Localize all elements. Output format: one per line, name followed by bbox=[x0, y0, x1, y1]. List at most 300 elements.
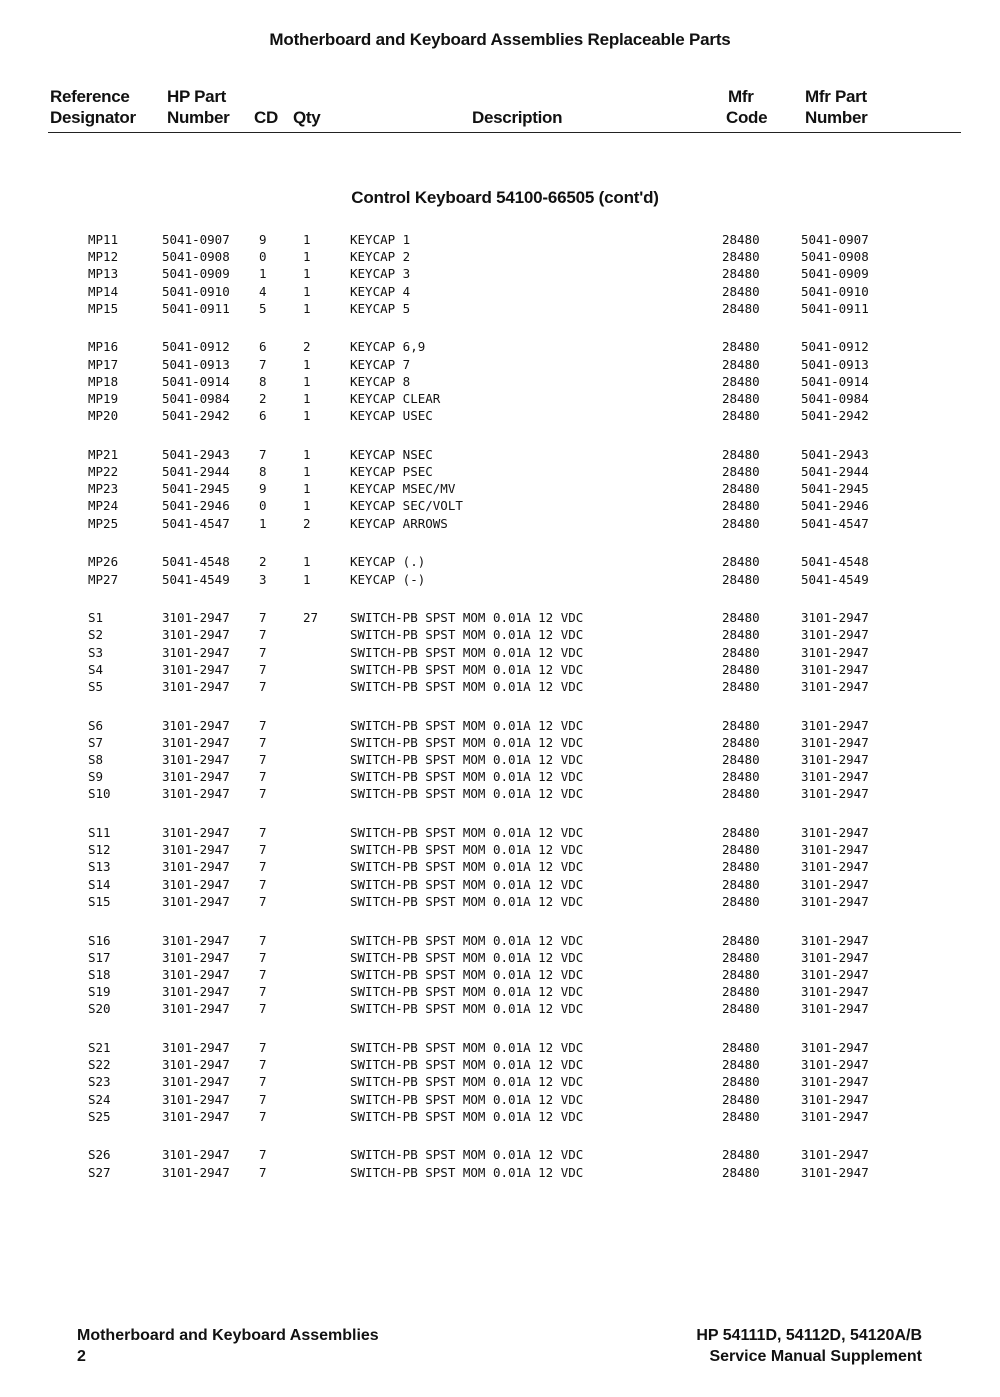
mfr-code-cell: 28480 bbox=[722, 232, 760, 247]
description-cell: SWITCH-PB SPST MOM 0.01A 12 VDC bbox=[350, 678, 584, 694]
check-digit-cell: 9 bbox=[259, 481, 267, 497]
check-digit-cell: 7 bbox=[259, 1108, 267, 1124]
hp-part-number-cell: 3101-2947 bbox=[162, 1108, 230, 1124]
table-row bbox=[0, 768, 1000, 785]
mfr-code-cell: 28480 bbox=[722, 339, 760, 355]
hp-part-number-cell: 3101-2947 bbox=[162, 1091, 230, 1107]
check-digit-cell: 7 bbox=[259, 842, 267, 858]
hp-part-number-cell: 3101-2947 bbox=[162, 661, 230, 677]
description-cell: SWITCH-PB SPST MOM 0.01A 12 VDC bbox=[350, 786, 584, 802]
quantity-cell: 1 bbox=[303, 498, 311, 514]
mfr-code-cell: 28480 bbox=[722, 1164, 760, 1180]
reference-designator-cell: S14 bbox=[88, 876, 111, 892]
check-digit-cell: 7 bbox=[259, 1039, 267, 1055]
description-cell: KEYCAP NSEC bbox=[350, 446, 433, 462]
mfr-code-cell: 28480 bbox=[722, 610, 760, 626]
table-row bbox=[0, 1000, 1000, 1017]
table-row bbox=[0, 1073, 1000, 1090]
mfr-part-number-cell: 5041-4549 bbox=[801, 571, 869, 587]
mfr-part-number-cell: 3101-2947 bbox=[801, 1108, 869, 1124]
quantity-cell: 1 bbox=[303, 571, 311, 587]
mfr-part-number-cell: 3101-2947 bbox=[801, 734, 869, 750]
description-cell: SWITCH-PB SPST MOM 0.01A 12 VDC bbox=[350, 842, 584, 858]
hp-part-number-cell: 5041-2944 bbox=[162, 464, 230, 480]
description-cell: KEYCAP 4 bbox=[350, 283, 411, 299]
header-reference-designator bbox=[50, 86, 136, 128]
reference-designator-cell: MP17 bbox=[88, 356, 119, 372]
mfr-part-number-cell: 5041-2942 bbox=[801, 408, 869, 424]
check-digit-cell: 1 bbox=[259, 266, 267, 282]
hp-part-number-cell: 5041-0908 bbox=[162, 249, 230, 265]
hp-part-number-cell: 3101-2947 bbox=[162, 644, 230, 660]
hp-part-number-cell: 5041-4548 bbox=[162, 554, 230, 570]
mfr-part-number-cell: 3101-2947 bbox=[801, 966, 869, 982]
check-digit-cell: 5 bbox=[259, 300, 267, 316]
check-digit-cell: 7 bbox=[259, 1001, 267, 1017]
mfr-code-cell: 28480 bbox=[722, 842, 760, 858]
reference-designator-cell: S1 bbox=[88, 610, 104, 626]
reference-designator-cell: S22 bbox=[88, 1057, 111, 1073]
table-row bbox=[0, 265, 1000, 282]
hp-part-number-cell: 3101-2947 bbox=[162, 984, 230, 1000]
mfr-code-cell: 28480 bbox=[722, 752, 760, 767]
description-cell: SWITCH-PB SPST MOM 0.01A 12 VDC bbox=[350, 876, 584, 892]
reference-designator-cell: S3 bbox=[88, 644, 104, 660]
description-cell: KEYCAP CLEAR bbox=[350, 391, 441, 406]
mfr-code-cell: 28480 bbox=[722, 498, 760, 514]
quantity-cell: 1 bbox=[303, 300, 311, 316]
mfr-code-cell: 28480 bbox=[722, 678, 760, 694]
check-digit-cell: 7 bbox=[259, 1057, 267, 1073]
reference-designator-cell: MP22 bbox=[88, 464, 119, 480]
mfr-part-number-cell: 3101-2947 bbox=[801, 678, 869, 694]
hp-part-number-cell: 5041-4549 bbox=[162, 571, 230, 587]
mfr-part-number-cell: 3101-2947 bbox=[801, 932, 869, 948]
check-digit-cell: 9 bbox=[259, 232, 267, 247]
quantity-cell: 1 bbox=[303, 408, 311, 424]
footer-right bbox=[696, 1325, 922, 1367]
reference-designator-cell: S19 bbox=[88, 984, 111, 1000]
quantity-cell: 1 bbox=[303, 554, 311, 570]
mfr-code-cell: 28480 bbox=[722, 249, 760, 265]
header-hp-line2: Number bbox=[167, 108, 230, 127]
reference-designator-cell: MP23 bbox=[88, 481, 119, 497]
footer-manual-name: Service Manual Supplement bbox=[709, 1348, 922, 1365]
hp-part-number-cell: 3101-2947 bbox=[162, 734, 230, 750]
page-title: Motherboard and Keyboard Assemblies Replaceable Parts bbox=[269, 30, 731, 49]
table-row bbox=[0, 876, 1000, 893]
mfr-part-number-cell: 5041-4547 bbox=[801, 515, 869, 531]
mfr-code-cell: 28480 bbox=[722, 734, 760, 750]
quantity-cell: 1 bbox=[303, 232, 311, 247]
reference-designator-cell: S8 bbox=[88, 752, 104, 767]
hp-part-number-cell: 3101-2947 bbox=[162, 769, 230, 785]
mfr-part-number-cell: 3101-2947 bbox=[801, 825, 869, 841]
check-digit-cell: 7 bbox=[259, 1091, 267, 1107]
mfr-part-number-cell: 3101-2947 bbox=[801, 949, 869, 965]
header-hp-line1: HP Part bbox=[167, 87, 227, 106]
hp-part-number-cell: 3101-2947 bbox=[162, 717, 230, 733]
table-row bbox=[0, 231, 1000, 248]
reference-designator-cell: S26 bbox=[88, 1147, 111, 1163]
reference-designator-cell: S27 bbox=[88, 1164, 111, 1180]
quantity-cell: 27 bbox=[303, 610, 319, 626]
hp-part-number-cell: 3101-2947 bbox=[162, 610, 230, 626]
reference-designator-cell: MP18 bbox=[88, 373, 119, 389]
mfr-code-cell: 28480 bbox=[722, 571, 760, 587]
mfr-part-number-cell: 3101-2947 bbox=[801, 859, 869, 875]
mfr-code-cell: 28480 bbox=[722, 446, 760, 462]
description-cell: SWITCH-PB SPST MOM 0.01A 12 VDC bbox=[350, 752, 584, 767]
check-digit-cell: 7 bbox=[259, 825, 267, 841]
description-cell: KEYCAP 6,9 bbox=[350, 339, 426, 355]
quantity-cell: 1 bbox=[303, 446, 311, 462]
hp-part-number-cell: 3101-2947 bbox=[162, 786, 230, 802]
description-cell: SWITCH-PB SPST MOM 0.01A 12 VDC bbox=[350, 1091, 584, 1107]
reference-designator-cell: MP14 bbox=[88, 283, 119, 299]
hp-part-number-cell: 3101-2947 bbox=[162, 876, 230, 892]
description-cell: SWITCH-PB SPST MOM 0.01A 12 VDC bbox=[350, 610, 584, 626]
table-row bbox=[0, 1108, 1000, 1125]
hp-part-number-cell: 3101-2947 bbox=[162, 932, 230, 948]
check-digit-cell: 7 bbox=[259, 446, 267, 462]
reference-designator-cell: MP13 bbox=[88, 266, 119, 282]
table-row bbox=[0, 571, 1000, 588]
header-cd: CD bbox=[254, 108, 278, 127]
footer-left bbox=[77, 1325, 379, 1367]
mfr-part-number-cell: 5041-0913 bbox=[801, 356, 869, 372]
reference-designator-cell: S17 bbox=[88, 949, 111, 965]
description-cell: KEYCAP USEC bbox=[350, 408, 433, 424]
reference-designator-cell: S5 bbox=[88, 678, 104, 694]
mfr-part-number-cell: 5041-2946 bbox=[801, 498, 869, 514]
reference-designator-cell: S20 bbox=[88, 1001, 111, 1017]
hp-part-number-cell: 5041-2945 bbox=[162, 481, 230, 497]
mfr-part-number-cell: 5041-0912 bbox=[801, 339, 869, 355]
mfr-part-number-cell: 3101-2947 bbox=[801, 661, 869, 677]
check-digit-cell: 7 bbox=[259, 1147, 267, 1163]
check-digit-cell: 7 bbox=[259, 1074, 267, 1090]
hp-part-number-cell: 5041-0909 bbox=[162, 266, 230, 282]
mfr-part-number-cell: 3101-2947 bbox=[801, 876, 869, 892]
table-row bbox=[0, 1091, 1000, 1108]
table-row bbox=[0, 1039, 1000, 1056]
mfr-code-cell: 28480 bbox=[722, 266, 760, 282]
quantity-cell: 1 bbox=[303, 464, 311, 480]
table-row bbox=[0, 1056, 1000, 1073]
description-cell: SWITCH-PB SPST MOM 0.01A 12 VDC bbox=[350, 859, 584, 875]
description-cell: KEYCAP PSEC bbox=[350, 464, 433, 480]
header-hp-part-number bbox=[167, 86, 229, 128]
row-group bbox=[0, 446, 1000, 532]
hp-part-number-cell: 3101-2947 bbox=[162, 949, 230, 965]
check-digit-cell: 7 bbox=[259, 661, 267, 677]
reference-designator-cell: MP11 bbox=[88, 232, 119, 247]
table-row bbox=[0, 497, 1000, 514]
mfr-code-cell: 28480 bbox=[722, 661, 760, 677]
reference-designator-cell: MP21 bbox=[88, 446, 119, 462]
table-row bbox=[0, 390, 1000, 407]
check-digit-cell: 7 bbox=[259, 876, 267, 892]
description-cell: SWITCH-PB SPST MOM 0.01A 12 VDC bbox=[350, 893, 584, 909]
header-ref-line1: Reference bbox=[50, 87, 130, 106]
row-group bbox=[0, 824, 1000, 910]
check-digit-cell: 7 bbox=[259, 356, 267, 372]
mfr-part-number-cell: 5041-0910 bbox=[801, 283, 869, 299]
description-cell: KEYCAP 8 bbox=[350, 373, 411, 389]
description-cell: KEYCAP ARROWS bbox=[350, 515, 448, 531]
mfr-code-cell: 28480 bbox=[722, 876, 760, 892]
mfr-code-cell: 28480 bbox=[722, 481, 760, 497]
description-cell: SWITCH-PB SPST MOM 0.01A 12 VDC bbox=[350, 1164, 584, 1180]
quantity-cell: 1 bbox=[303, 283, 311, 299]
table-row bbox=[0, 1164, 1000, 1181]
table-row bbox=[0, 515, 1000, 532]
row-group bbox=[0, 553, 1000, 587]
hp-part-number-cell: 3101-2947 bbox=[162, 1164, 230, 1180]
mfr-part-number-cell: 5041-0909 bbox=[801, 266, 869, 282]
footer-section-name: Motherboard and Keyboard Assemblies bbox=[77, 1327, 379, 1344]
header-qty: Qty bbox=[293, 108, 321, 127]
row-group bbox=[0, 609, 1000, 695]
mfr-code-cell: 28480 bbox=[722, 932, 760, 948]
mfr-part-number-cell: 3101-2947 bbox=[801, 1074, 869, 1090]
mfr-code-cell: 28480 bbox=[722, 1074, 760, 1090]
table-row bbox=[0, 785, 1000, 802]
check-digit-cell: 1 bbox=[259, 515, 267, 531]
reference-designator-cell: MP27 bbox=[88, 571, 119, 587]
table-row bbox=[0, 893, 1000, 910]
mfr-part-number-cell: 3101-2947 bbox=[801, 627, 869, 643]
table-row bbox=[0, 338, 1000, 355]
description-cell: KEYCAP 5 bbox=[350, 300, 411, 316]
mfr-code-cell: 28480 bbox=[722, 391, 760, 406]
table-row bbox=[0, 824, 1000, 841]
mfr-part-number-cell: 3101-2947 bbox=[801, 1001, 869, 1017]
description-cell: SWITCH-PB SPST MOM 0.01A 12 VDC bbox=[350, 627, 584, 643]
hp-part-number-cell: 3101-2947 bbox=[162, 842, 230, 858]
mfr-part-number-cell: 5041-2943 bbox=[801, 446, 869, 462]
table-row bbox=[0, 841, 1000, 858]
mfr-part-number-cell: 5041-0911 bbox=[801, 300, 869, 316]
check-digit-cell: 7 bbox=[259, 644, 267, 660]
quantity-cell: 1 bbox=[303, 391, 311, 406]
mfr-part-number-cell: 3101-2947 bbox=[801, 984, 869, 1000]
check-digit-cell: 2 bbox=[259, 391, 267, 406]
hp-part-number-cell: 5041-0911 bbox=[162, 300, 230, 316]
mfr-code-cell: 28480 bbox=[722, 1001, 760, 1017]
check-digit-cell: 6 bbox=[259, 339, 267, 355]
description-cell: SWITCH-PB SPST MOM 0.01A 12 VDC bbox=[350, 717, 584, 733]
check-digit-cell: 8 bbox=[259, 464, 267, 480]
hp-part-number-cell: 3101-2947 bbox=[162, 1074, 230, 1090]
mfr-code-cell: 28480 bbox=[722, 356, 760, 372]
hp-part-number-cell: 3101-2947 bbox=[162, 678, 230, 694]
hp-part-number-cell: 5041-0912 bbox=[162, 339, 230, 355]
mfr-code-cell: 28480 bbox=[722, 893, 760, 909]
reference-designator-cell: MP26 bbox=[88, 554, 119, 570]
description-cell: KEYCAP 7 bbox=[350, 356, 411, 372]
description-cell: SWITCH-PB SPST MOM 0.01A 12 VDC bbox=[350, 1057, 584, 1073]
description-cell: KEYCAP 1 bbox=[350, 232, 411, 247]
mfr-part-number-cell: 5041-0907 bbox=[801, 232, 869, 247]
mfr-part-number-cell: 3101-2947 bbox=[801, 1057, 869, 1073]
description-cell: SWITCH-PB SPST MOM 0.01A 12 VDC bbox=[350, 825, 584, 841]
mfr-code-cell: 28480 bbox=[722, 300, 760, 316]
check-digit-cell: 7 bbox=[259, 932, 267, 948]
hp-part-number-cell: 5041-0914 bbox=[162, 373, 230, 389]
check-digit-cell: 8 bbox=[259, 373, 267, 389]
check-digit-cell: 7 bbox=[259, 786, 267, 802]
description-cell: KEYCAP 3 bbox=[350, 266, 411, 282]
mfr-part-number-cell: 3101-2947 bbox=[801, 786, 869, 802]
hp-part-number-cell: 3101-2947 bbox=[162, 893, 230, 909]
table-row bbox=[0, 463, 1000, 480]
table-row bbox=[0, 553, 1000, 570]
description-cell: SWITCH-PB SPST MOM 0.01A 12 VDC bbox=[350, 932, 584, 948]
hp-part-number-cell: 5041-2943 bbox=[162, 446, 230, 462]
description-cell: SWITCH-PB SPST MOM 0.01A 12 VDC bbox=[350, 769, 584, 785]
quantity-cell: 1 bbox=[303, 266, 311, 282]
mfr-code-cell: 28480 bbox=[722, 464, 760, 480]
reference-designator-cell: S18 bbox=[88, 966, 111, 982]
hp-part-number-cell: 3101-2947 bbox=[162, 966, 230, 982]
header-mfr-line2: Code bbox=[726, 108, 768, 127]
check-digit-cell: 7 bbox=[259, 717, 267, 733]
mfr-code-cell: 28480 bbox=[722, 408, 760, 424]
table-row bbox=[0, 644, 1000, 661]
hp-part-number-cell: 3101-2947 bbox=[162, 1147, 230, 1163]
check-digit-cell: 3 bbox=[259, 571, 267, 587]
description-cell: KEYCAP 2 bbox=[350, 249, 411, 265]
header-divider bbox=[48, 132, 961, 133]
row-group bbox=[0, 932, 1000, 1018]
table-row bbox=[0, 356, 1000, 373]
mfr-code-cell: 28480 bbox=[722, 717, 760, 733]
quantity-cell: 2 bbox=[303, 339, 311, 355]
mfr-part-number-cell: 3101-2947 bbox=[801, 1091, 869, 1107]
header-mfrpart-line2: Number bbox=[805, 108, 868, 127]
description-cell: SWITCH-PB SPST MOM 0.01A 12 VDC bbox=[350, 966, 584, 982]
table-row bbox=[0, 983, 1000, 1000]
check-digit-cell: 7 bbox=[259, 769, 267, 785]
reference-designator-cell: MP25 bbox=[88, 515, 119, 531]
mfr-code-cell: 28480 bbox=[722, 644, 760, 660]
table-row bbox=[0, 734, 1000, 751]
hp-part-number-cell: 3101-2947 bbox=[162, 825, 230, 841]
mfr-code-cell: 28480 bbox=[722, 786, 760, 802]
reference-designator-cell: S4 bbox=[88, 661, 104, 677]
reference-designator-cell: S23 bbox=[88, 1074, 111, 1090]
header-mfr-code bbox=[726, 86, 767, 128]
mfr-code-cell: 28480 bbox=[722, 627, 760, 643]
mfr-code-cell: 28480 bbox=[722, 984, 760, 1000]
check-digit-cell: 7 bbox=[259, 678, 267, 694]
mfr-part-number-cell: 5041-0984 bbox=[801, 391, 869, 406]
mfr-code-cell: 28480 bbox=[722, 949, 760, 965]
table-row bbox=[0, 446, 1000, 463]
hp-part-number-cell: 3101-2947 bbox=[162, 859, 230, 875]
parts-table bbox=[0, 231, 1000, 1202]
hp-part-number-cell: 5041-2942 bbox=[162, 408, 230, 424]
description-cell: SWITCH-PB SPST MOM 0.01A 12 VDC bbox=[350, 949, 584, 965]
description-cell: KEYCAP (-) bbox=[350, 571, 426, 587]
mfr-code-cell: 28480 bbox=[722, 769, 760, 785]
description-cell: SWITCH-PB SPST MOM 0.01A 12 VDC bbox=[350, 1147, 584, 1163]
header-mfr-line1: Mfr bbox=[728, 87, 754, 106]
hp-part-number-cell: 5041-0910 bbox=[162, 283, 230, 299]
mfr-code-cell: 28480 bbox=[722, 1108, 760, 1124]
reference-designator-cell: S15 bbox=[88, 893, 111, 909]
mfr-part-number-cell: 3101-2947 bbox=[801, 1164, 869, 1180]
check-digit-cell: 7 bbox=[259, 734, 267, 750]
quantity-cell: 2 bbox=[303, 515, 311, 531]
mfr-part-number-cell: 5041-2945 bbox=[801, 481, 869, 497]
check-digit-cell: 2 bbox=[259, 554, 267, 570]
table-row bbox=[0, 1146, 1000, 1163]
hp-part-number-cell: 5041-0984 bbox=[162, 391, 230, 406]
mfr-code-cell: 28480 bbox=[722, 515, 760, 531]
table-row bbox=[0, 300, 1000, 317]
check-digit-cell: 0 bbox=[259, 249, 267, 265]
reference-designator-cell: MP15 bbox=[88, 300, 119, 316]
description-cell: KEYCAP SEC/VOLT bbox=[350, 498, 463, 514]
table-row bbox=[0, 966, 1000, 983]
row-group bbox=[0, 1039, 1000, 1125]
reference-designator-cell: MP20 bbox=[88, 408, 119, 424]
reference-designator-cell: S10 bbox=[88, 786, 111, 802]
mfr-part-number-cell: 3101-2947 bbox=[801, 610, 869, 626]
row-group bbox=[0, 1146, 1000, 1180]
mfr-code-cell: 28480 bbox=[722, 859, 760, 875]
mfr-part-number-cell: 5041-2944 bbox=[801, 464, 869, 480]
table-row bbox=[0, 661, 1000, 678]
table-row bbox=[0, 626, 1000, 643]
check-digit-cell: 7 bbox=[259, 627, 267, 643]
check-digit-cell: 7 bbox=[259, 1164, 267, 1180]
reference-designator-cell: S25 bbox=[88, 1108, 111, 1124]
mfr-part-number-cell: 3101-2947 bbox=[801, 893, 869, 909]
check-digit-cell: 7 bbox=[259, 610, 267, 626]
header-description: Description bbox=[472, 108, 563, 127]
header-mfrpart-line1: Mfr Part bbox=[805, 87, 867, 106]
table-row bbox=[0, 751, 1000, 768]
reference-designator-cell: S7 bbox=[88, 734, 104, 750]
table-row bbox=[0, 609, 1000, 626]
reference-designator-cell: MP12 bbox=[88, 249, 119, 265]
mfr-part-number-cell: 3101-2947 bbox=[801, 752, 869, 767]
mfr-part-number-cell: 3101-2947 bbox=[801, 1147, 869, 1163]
reference-designator-cell: S13 bbox=[88, 859, 111, 875]
reference-designator-cell: MP16 bbox=[88, 339, 119, 355]
mfr-code-cell: 28480 bbox=[722, 966, 760, 982]
table-row bbox=[0, 407, 1000, 424]
mfr-part-number-cell: 3101-2947 bbox=[801, 717, 869, 733]
mfr-code-cell: 28480 bbox=[722, 1091, 760, 1107]
check-digit-cell: 7 bbox=[259, 984, 267, 1000]
description-cell: SWITCH-PB SPST MOM 0.01A 12 VDC bbox=[350, 661, 584, 677]
hp-part-number-cell: 5041-0913 bbox=[162, 356, 230, 372]
row-group bbox=[0, 338, 1000, 424]
check-digit-cell: 6 bbox=[259, 408, 267, 424]
reference-designator-cell: MP19 bbox=[88, 391, 119, 406]
mfr-code-cell: 28480 bbox=[722, 1039, 760, 1055]
mfr-part-number-cell: 5041-0908 bbox=[801, 249, 869, 265]
reference-designator-cell: S6 bbox=[88, 717, 104, 733]
table-row bbox=[0, 248, 1000, 265]
reference-designator-cell: S12 bbox=[88, 842, 111, 858]
row-group bbox=[0, 231, 1000, 317]
